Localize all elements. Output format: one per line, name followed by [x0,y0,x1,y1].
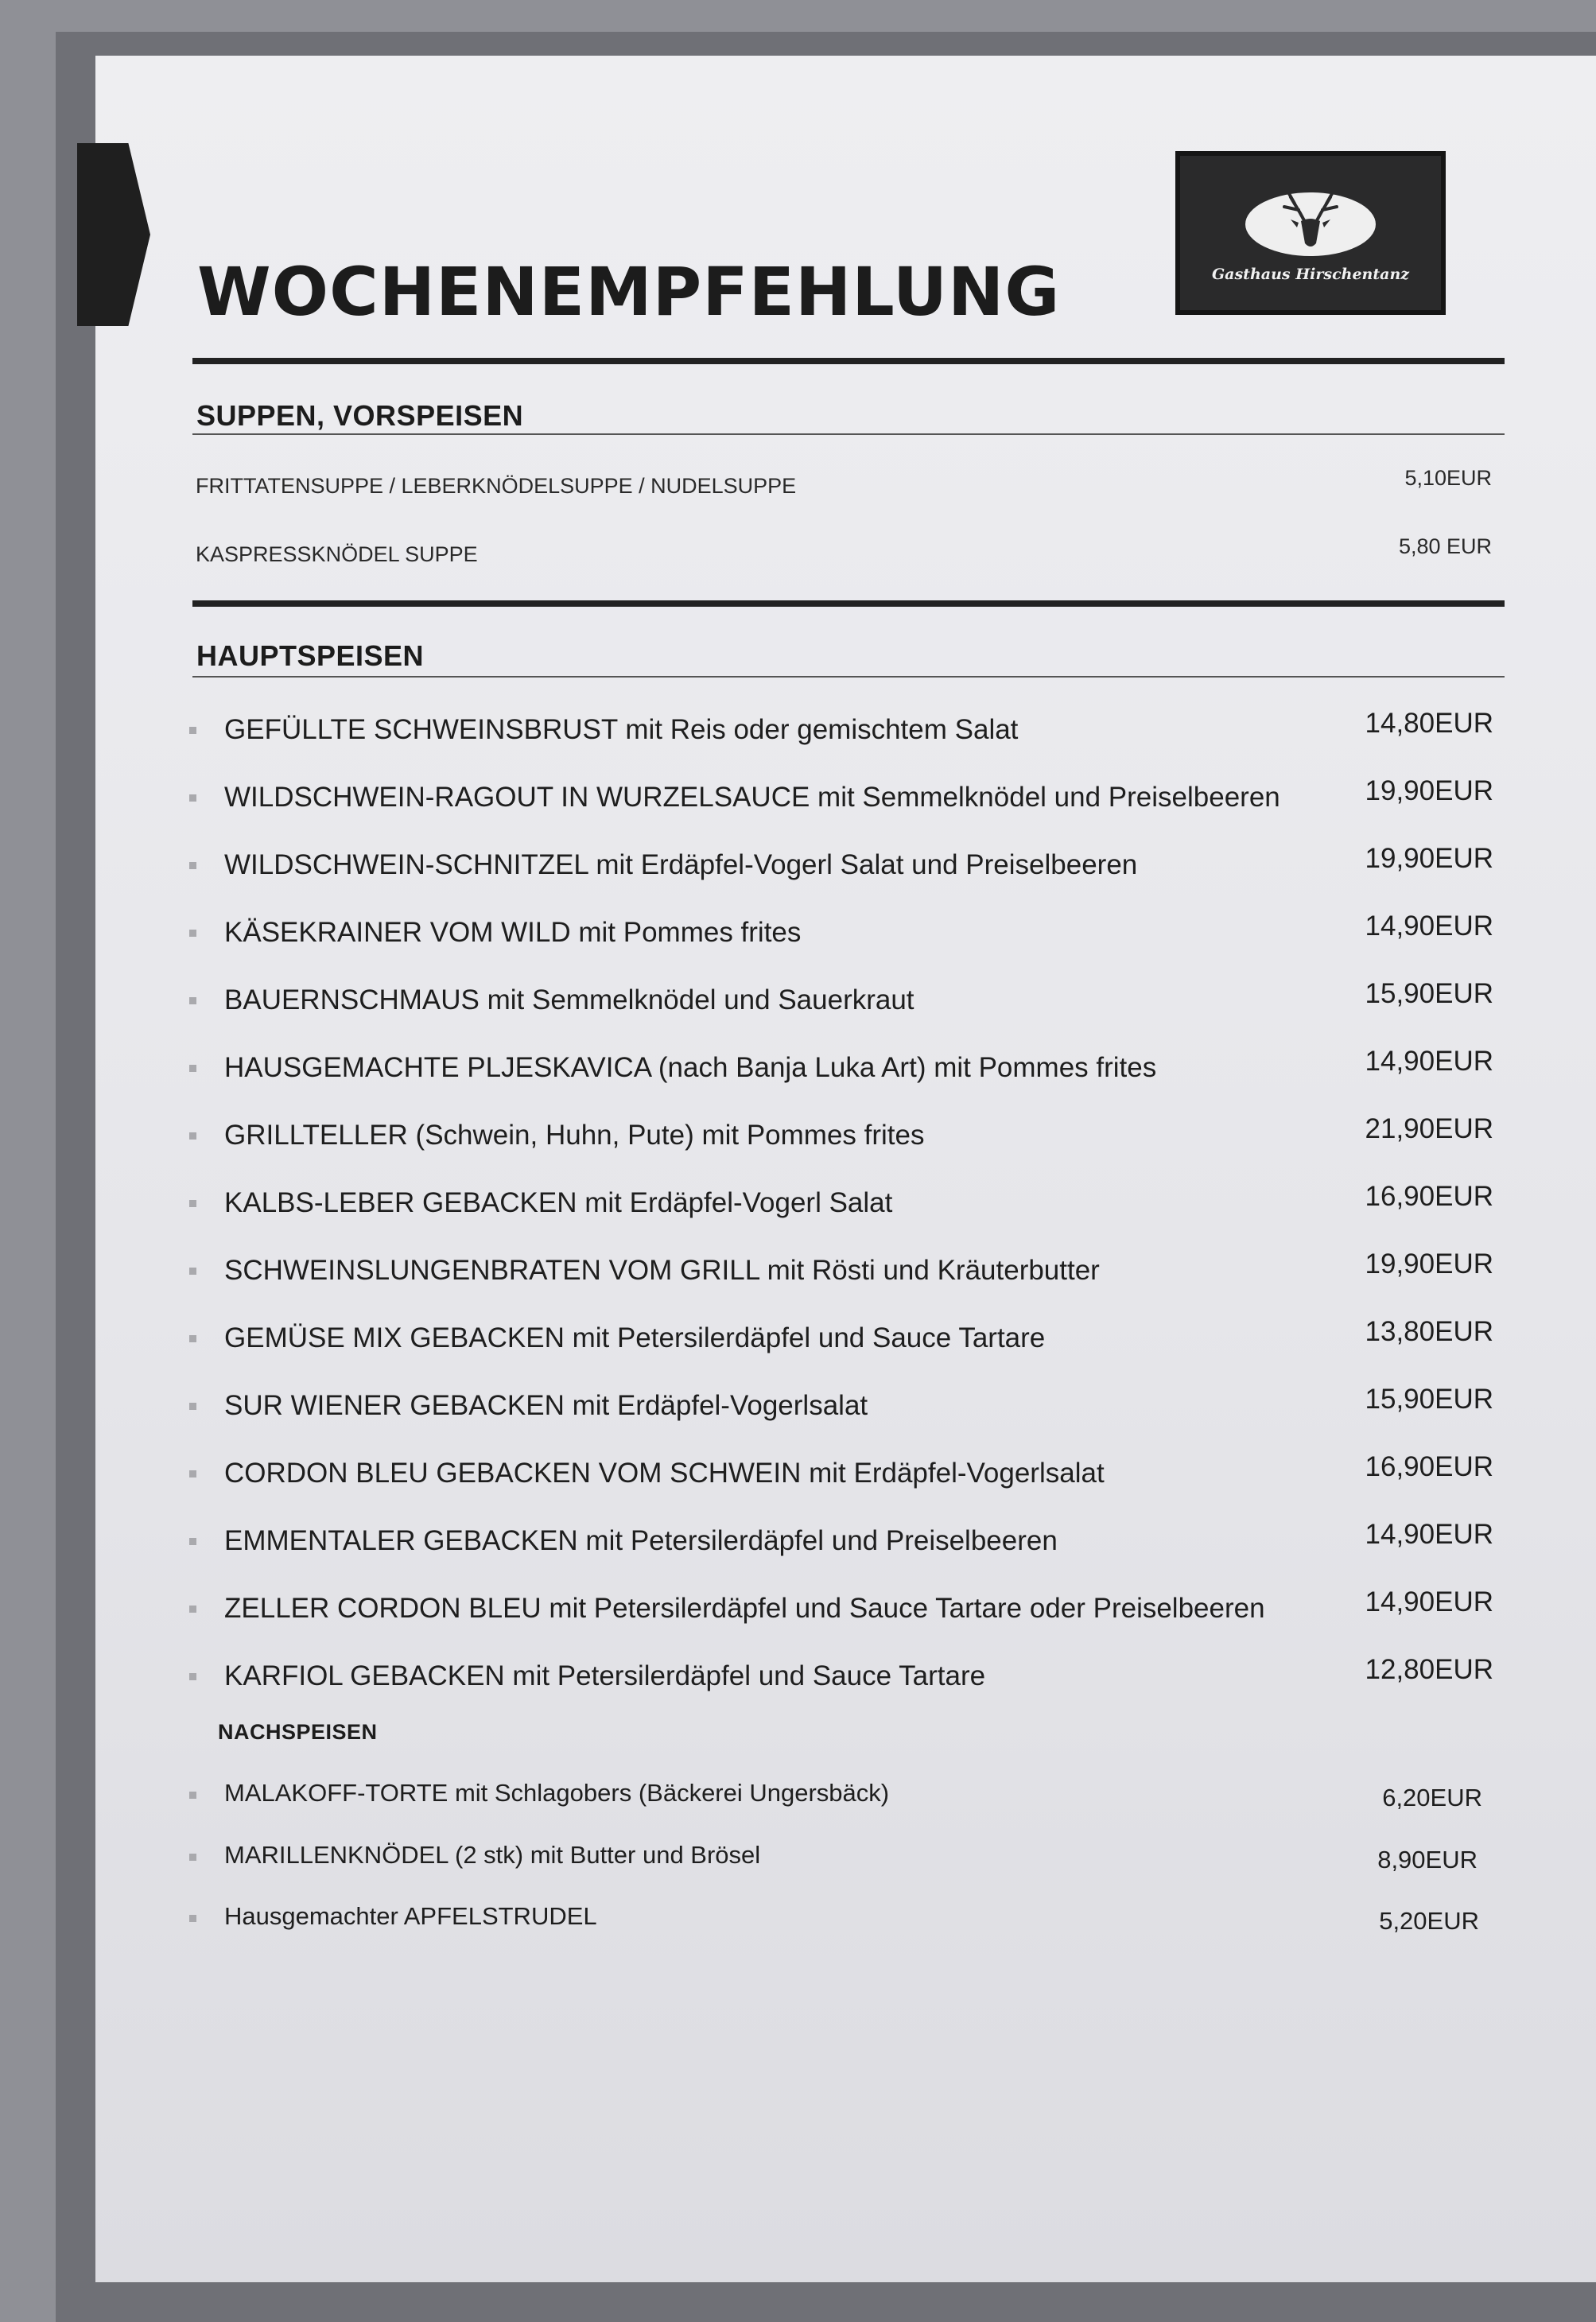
menu-item-price: 16,90EUR [1365,1181,1493,1212]
mains-divider [192,676,1505,678]
menu-item-price: 14,90EUR [1365,911,1493,942]
menu-item-price: 14,90EUR [1365,1586,1493,1617]
dessert-price: 5,20EUR [1379,1907,1479,1935]
menu-item-price: 19,90EUR [1365,843,1493,874]
soup-name: FRITTATENSUPPE / LEBERKNÖDELSUPPE / NUDELSUPPE [196,474,797,498]
menu-item-name: CORDON BLEU GEBACKEN VOM SCHWEIN mit Erdäpfel-Vogerlsalat [224,1458,1105,1489]
soup-price: 5,10EUR [1404,466,1492,490]
menu-item-price: 21,90EUR [1365,1113,1493,1144]
menu-item-name: SUR WIENER GEBACKEN mit Erdäpfel-Vogerlsalat [224,1390,868,1421]
bullet-icon [189,997,196,1004]
menu-item-name: BAUERNSCHMAUS mit Semmelknödel und Sauerkraut [224,984,914,1015]
bullet-icon [189,1470,196,1477]
menu-item-name: ZELLER CORDON BLEU mit Petersilerdäpfel und Sauce Tartare oder Preiselbeeren [224,1593,1265,1624]
page-title: WOCHENEMPFEHLUNG [197,253,1061,331]
menu-item [189,911,1493,965]
bullet-icon [189,1403,196,1410]
menu-item-name: GEMÜSE MIX GEBACKEN mit Petersilerdäpfel und Sauce Tartare [224,1322,1046,1353]
menu-item [189,1316,1493,1370]
menu-item-price: 15,90EUR [1365,978,1493,1009]
bullet-icon [189,1065,196,1072]
bullet-icon [189,1538,196,1545]
section-heading-mains: HAUPTSPEISEN [196,639,425,672]
menu-item [189,1451,1493,1505]
bullet-icon [189,1915,196,1922]
bullet-icon [189,930,196,937]
soup-row [196,534,1492,590]
menu-item-price: 19,90EUR [1365,775,1493,806]
bullet-icon [189,1335,196,1342]
bullet-icon [189,794,196,802]
title-divider [192,358,1505,364]
dessert-price: 6,20EUR [1382,1784,1482,1811]
soup-name: KASPRESSKNÖDEL SUPPE [196,542,478,566]
soup-price: 5,80 EUR [1398,534,1492,558]
menu-item-price: 14,90EUR [1365,1519,1493,1550]
section-heading-soups: SUPPEN, VORSPEISEN [196,399,524,432]
menu-item-price: 13,80EUR [1365,1316,1493,1347]
bullet-icon [189,1854,196,1861]
bullet-icon [189,1792,196,1799]
menu-item-price: 14,80EUR [1365,708,1493,739]
menu-item-name: KÄSEKRAINER VOM WILD mit Pommes frites [224,917,802,948]
menu-item [189,1586,1493,1641]
menu-item-name: SCHWEINSLUNGENBRATEN VOM GRILL mit Rösti und Kräuterbutter [224,1255,1100,1286]
menu-item-price: 19,90EUR [1365,1248,1493,1279]
menu-item-name: EMMENTALER GEBACKEN mit Petersilerdäpfel und Preiselbeeren [224,1525,1058,1556]
menu-item-price: 14,90EUR [1365,1046,1493,1077]
menu-item-name: WILDSCHWEIN-SCHNITZEL mit Erdäpfel-Vogerl Salat und Preiselbeeren [224,849,1138,880]
deer-head-icon [1235,183,1386,262]
menu-item-price: 15,90EUR [1365,1384,1493,1415]
menu-item [189,775,1493,829]
bullet-icon [189,1606,196,1613]
menu-item-name: KALBS-LEBER GEBACKEN mit Erdäpfel-Vogerl Salat [224,1187,893,1218]
soups-divider [192,433,1505,435]
bullet-icon [189,1268,196,1275]
bullet-icon [189,1200,196,1207]
menu-item-name: GRILLTELLER (Schwein, Huhn, Pute) mit Pommes frites [224,1120,925,1151]
bullet-icon [189,1132,196,1140]
bullet-icon [189,1673,196,1680]
menu-item-name: GEFÜLLTE SCHWEINSBRUST mit Reis oder gemischtem Salat [224,714,1019,745]
dessert-name: Hausgemachter APFELSTRUDEL [224,1902,597,1930]
dessert-name: MARILLENKNÖDEL (2 stk) mit Butter und Brösel [224,1841,761,1869]
bullet-icon [189,727,196,734]
menu-item [189,1248,1493,1303]
dessert-item [189,1779,1493,1827]
menu-item [189,1181,1493,1235]
dessert-item [189,1902,1493,1950]
menu-item [189,1519,1493,1573]
dessert-name: MALAKOFF-TORTE mit Schlagobers (Bäckerei Ungersbäck) [224,1779,890,1807]
menu-item-name: KARFIOL GEBACKEN mit Petersilerdäpfel und Sauce Tartare [224,1660,986,1691]
menu-item [189,1046,1493,1100]
menu-item [189,843,1493,897]
soup-row [196,466,1492,522]
section-heading-desserts: NACHSPEISEN [218,1720,378,1744]
logo-text: Gasthaus Hirschentanz [1211,266,1410,283]
menu-item-name: HAUSGEMACHTE PLJESKAVICA (nach Banja Luka Art) mit Pommes frites [224,1052,1157,1083]
menu-item-price: 16,90EUR [1365,1451,1493,1482]
dessert-item [189,1841,1493,1889]
menu-item [189,1654,1493,1708]
menu-item [189,1384,1493,1438]
dessert-price: 8,90EUR [1377,1846,1478,1874]
menu-item-name: WILDSCHWEIN-RAGOUT IN WURZELSAUCE mit Semmelknödel und Preiselbeeren [224,782,1280,813]
menu-item [189,978,1493,1032]
bullet-icon [189,862,196,869]
restaurant-logo [1175,151,1446,315]
menu-item [189,1113,1493,1167]
menu-item-price: 12,80EUR [1365,1654,1493,1685]
menu-item [189,708,1493,762]
mains-top-divider [192,600,1505,607]
